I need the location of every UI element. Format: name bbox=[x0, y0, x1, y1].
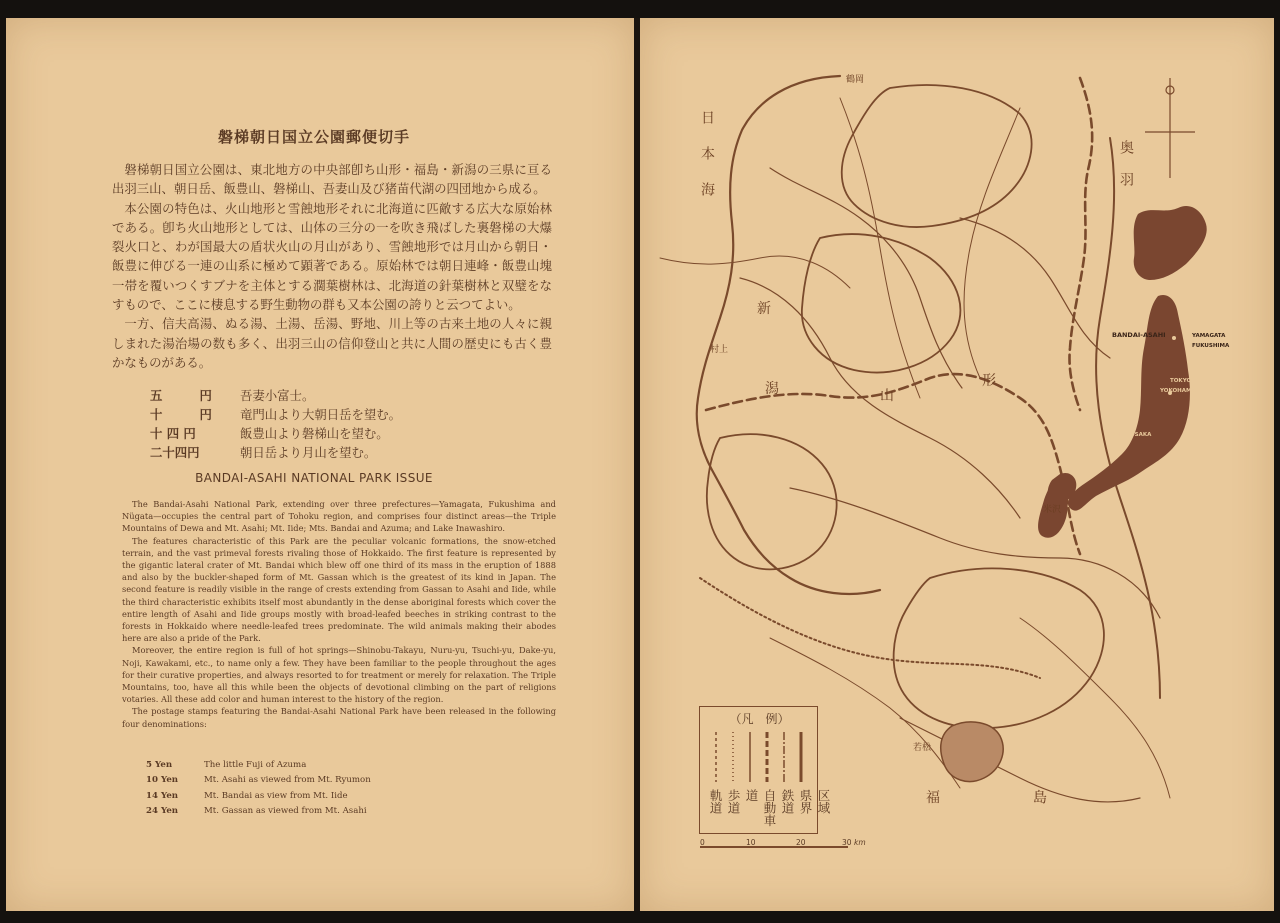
en-title: BANDAI-ASAHI NATIONAL PARK ISSUE bbox=[195, 471, 433, 485]
inset-label-yamagata: YAMAGATA bbox=[1192, 333, 1226, 339]
scale-tick: 10 bbox=[746, 838, 756, 847]
road bbox=[790, 488, 1160, 618]
jp-body bbox=[112, 160, 552, 372]
compass-icon bbox=[1145, 78, 1195, 178]
map-label-niigata: 新 bbox=[757, 301, 771, 317]
legend-item: 鉄道 bbox=[780, 789, 795, 814]
map-scale bbox=[700, 838, 866, 858]
legend-item: 区域 bbox=[816, 789, 831, 814]
map-label-fukushima: 島 bbox=[1033, 790, 1047, 806]
scale-tick: 30 bbox=[842, 838, 852, 847]
scale-bar bbox=[700, 846, 848, 848]
en-denomination-desc: Mt. Bandai as view from Mt. Iide bbox=[204, 790, 348, 801]
inset-label-bandai-asahi: BANDAI-ASAHI bbox=[1112, 331, 1166, 339]
en-denomination-row bbox=[146, 804, 371, 820]
jp-denomination-value: 十 円 bbox=[150, 406, 212, 422]
en-denomination-row bbox=[146, 773, 371, 789]
map-label-yamagata: 形 bbox=[982, 373, 996, 389]
road bbox=[840, 98, 920, 398]
jp-paragraph: 一方、信夫高湯、ぬる湯、土湯、岳湯、野地、川上等の古来土地の人々に親しまれた湯治場の数も多く、出羽三山の信仰登山と共に人間の歴史にも古く豊かなものがある。 bbox=[112, 316, 552, 370]
jp-denomination-value: 五 円 bbox=[150, 387, 212, 403]
river bbox=[1020, 618, 1170, 798]
map-label-ou: 奥羽 bbox=[1118, 140, 1134, 204]
legend-item: 自動車道 bbox=[744, 789, 777, 827]
en-paragraph: The postage stamps featuring the Bandai-Asahi National Park have been released in the following four denominations: bbox=[122, 706, 556, 729]
legend-item: 県界 bbox=[798, 789, 813, 814]
en-body bbox=[122, 498, 556, 730]
en-denomination-value: 5 Yen bbox=[146, 759, 173, 770]
inset-label-tokyo: TOKYO bbox=[1170, 378, 1192, 384]
scale-tick: 20 bbox=[796, 838, 806, 847]
legend-title: （凡 例） bbox=[729, 712, 790, 726]
park-area-outline bbox=[707, 434, 837, 569]
jp-denomination-value: 二十四円 bbox=[150, 444, 200, 460]
map-legend bbox=[699, 706, 831, 834]
jp-denomination-value: 十 四 円 bbox=[150, 425, 196, 441]
road bbox=[960, 218, 1110, 358]
park-area-outline bbox=[894, 568, 1104, 728]
inset-label-yokohama: YOKOHAMA bbox=[1160, 388, 1196, 394]
map-label-fukushima: 福 bbox=[926, 790, 940, 806]
scale-unit: km bbox=[854, 838, 866, 847]
en-denomination-desc: Mt. Asahi as viewed from Mt. Ryumon bbox=[204, 775, 371, 786]
scale-tick: 0 bbox=[700, 838, 705, 847]
en-denomination-row bbox=[146, 788, 371, 804]
legend-labels bbox=[706, 789, 831, 827]
jp-denomination-desc: 吾妻小富士。 bbox=[240, 387, 315, 403]
jp-denomination-desc: 飯豊山より磐梯山を望む。 bbox=[240, 425, 389, 441]
legend-item: 歩道 bbox=[726, 789, 741, 814]
jp-denomination-row bbox=[150, 385, 401, 404]
jp-denominations bbox=[150, 385, 401, 461]
map-label-yonezawa: 米沢 bbox=[1043, 505, 1062, 515]
map-label-tsuruoka: 鶴岡 bbox=[846, 75, 865, 85]
jp-denomination-desc: 竜門山より大朝日岳を望む。 bbox=[240, 406, 402, 422]
en-paragraph: The Bandai-Asahi National Park, extending over three prefectures—Yamagata, Fukushima and Nügata—occupies the central part of Tohoku region, and comprises four distinct areas—the Triple Mountains of Dewa and Mt. Asahi; Mt. Iide; Mts. Bandai and Azuma; and Lake Inawashiro. bbox=[122, 499, 556, 534]
inset-label-osaka: OSAKA bbox=[1130, 432, 1152, 438]
map-label-wakamatsu: 若松 bbox=[913, 743, 932, 753]
inset-label-kobe: KOBE bbox=[1106, 432, 1123, 438]
en-paragraph: The features characteristic of this Park are the peculiar volcanic formations, the snow-etched terrain, and the vast primeval forests rivaling those of Hokkaido. The first feature is represented by the gigantic lateral crater of Mt. Bandai which blew off one third of its mass in the eruption of 1888 and also by the buckler-shaped form of Mt. Gassan which is the greatest of its kind in Japan. The second feature is readily visible in the range of crests extending from Gassan to Asahi and Iide, while the third characteristic exhibits itself most abundantly in the dense aboriginal forests which cover the entire length of Asahi and Iide groups mostly with broad-leafed beeches in striking contrast to the forests in Hokkaido where needle-leafed trees predominate. The wild animals making their abodes here are also a pride of the Park. bbox=[122, 535, 556, 644]
en-paragraph: Moreover, the entire region is full of hot springs—Shinobu-Takayu, Nuru-yu, Tsuchi-yu, Dake-yu, Noji, Kawakami, etc., to name only a few. They have been familiar to the people throughout the ages for their curative properties, and always resorted to for treatment or merely for relaxation. The Triple Mountains, too, have all this while been the objects of devotional climbing on the part of religions votaries. All these add color and human interest to the history of the region. bbox=[122, 645, 556, 705]
lake-inawashiro bbox=[941, 722, 1003, 782]
jp-paragraph: 磐梯朝日国立公園は、東北地方の中央部卽ち山形・福島・新潟の三県に亘る出羽三山、朝日岳、飯豊山、磐梯山、吾妻山及び猪苗代湖の四団地から成る。 bbox=[112, 162, 552, 197]
jp-denomination-row bbox=[150, 404, 401, 423]
inset-label-fukushima: FUKUSHIMA bbox=[1192, 343, 1230, 349]
jp-paragraph: 本公園の特色は、火山地形と雪蝕地形それに北海道に匹敵する広大な原始林である。卽ち火山地形としては、山体の三分の一を吹き飛ばした裏磐梯の大爆裂火口と、わが国最大の盾状火山の月山があり、雪蝕地形では月山から朝日・飯豊に伸びる一連の山系に極めて顕著である。原始林では朝日連峰・飯豊山塊一帯を覆いつくすブナを主体とする濶葉樹林は、北海道の針葉樹林と双璧をなすもので、ここに棲息する野生動物の群も又本公園の誇りと云つてよい。 bbox=[112, 200, 552, 313]
legend-symbols bbox=[700, 727, 819, 787]
road bbox=[964, 108, 1020, 378]
park-area-outline bbox=[842, 85, 1032, 227]
japan-inset-map bbox=[1038, 206, 1207, 538]
en-denomination-row bbox=[146, 757, 371, 773]
en-denomination-value: 10 Yen bbox=[146, 775, 179, 786]
en-denomination-value: 14 Yen bbox=[146, 790, 179, 801]
map-label-niigata: 潟 bbox=[765, 381, 779, 397]
prefecture-border bbox=[1069, 78, 1092, 410]
jp-denomination-row bbox=[150, 423, 401, 442]
legend-item: 軌道 bbox=[708, 789, 723, 814]
map-label-murakami: 村上 bbox=[710, 345, 729, 355]
map-label-sea: 日本海 bbox=[699, 110, 715, 218]
jp-denomination-row bbox=[150, 442, 401, 461]
en-denomination-desc: Mt. Gassan as viewed from Mt. Asahi bbox=[204, 806, 367, 817]
jp-denomination-desc: 朝日岳より月山を望む。 bbox=[240, 444, 377, 460]
en-denomination-desc: The little Fuji of Azuma bbox=[204, 759, 307, 770]
jp-title: 磐梯朝日国立公園郵便切手 bbox=[217, 128, 410, 146]
coastline bbox=[697, 76, 880, 594]
en-denomination-value: 24 Yen bbox=[146, 806, 179, 817]
en-denominations bbox=[146, 757, 371, 819]
map-label-yamagata: 山 bbox=[880, 388, 894, 404]
